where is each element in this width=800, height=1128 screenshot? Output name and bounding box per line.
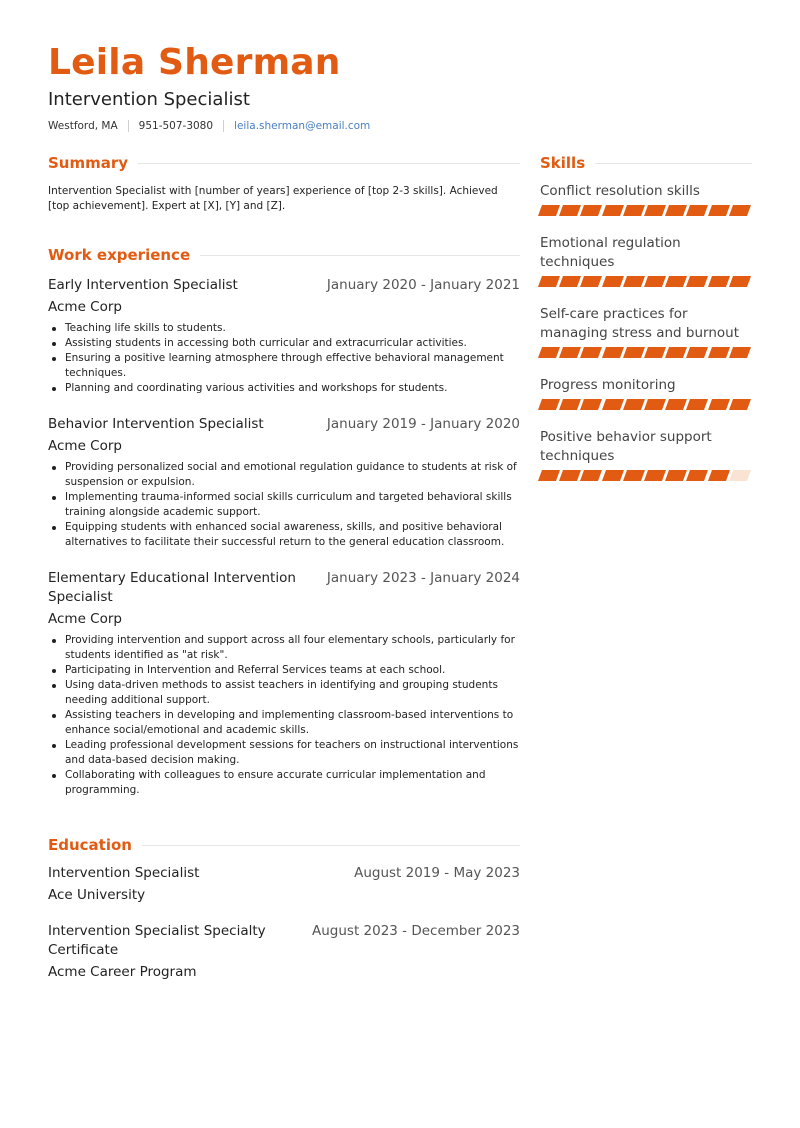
- skill-segment-filled: [538, 347, 560, 358]
- skill-name: Emotional regulation techniques: [540, 235, 681, 270]
- skill-segment-filled: [708, 347, 730, 358]
- email-link[interactable]: leila.sherman@email.com: [234, 120, 371, 132]
- skill-segment-filled: [559, 276, 581, 287]
- education-school: Acme Career Program: [48, 964, 197, 980]
- skill-segment-filled: [623, 470, 645, 481]
- work-heading: [48, 244, 520, 266]
- education-section: [48, 834, 520, 982]
- section-rule: [142, 845, 520, 846]
- skill-segment-filled: [644, 205, 666, 216]
- education-title: Education: [48, 836, 132, 854]
- skill-segment-filled: [729, 399, 751, 410]
- skill-segment-filled: [580, 205, 602, 216]
- skill-segment-filled: [644, 399, 666, 410]
- skill-segment-filled: [708, 205, 730, 216]
- contact-line: [48, 118, 370, 134]
- job-company: Acme Corp: [48, 438, 122, 454]
- skill-segment-filled: [644, 470, 666, 481]
- skill-segment-filled: [644, 276, 666, 287]
- skill-segment-filled: [538, 470, 560, 481]
- skill-segment-filled: [602, 205, 624, 216]
- skill-segment-filled: [623, 399, 645, 410]
- skill-item: [540, 305, 752, 358]
- skill-level-bar: [540, 470, 752, 481]
- skill-segment-filled: [580, 470, 602, 481]
- skill-level-bar: [540, 347, 752, 358]
- job-bullet: Teaching life skills to students.: [48, 321, 520, 336]
- main-column: [48, 152, 520, 982]
- job-title: Early Intervention Specialist: [48, 277, 238, 293]
- job-dates: January 2019 - January 2020: [326, 416, 520, 432]
- job-dates: January 2020 - January 2021: [326, 277, 520, 293]
- skill-level-bar: [540, 276, 752, 287]
- job-bullet: Assisting teachers in developing and implementing classroom-based interventions to enhance social/emotional and academic skills.: [48, 708, 520, 738]
- skill-segment-filled: [665, 205, 687, 216]
- job-bullet: Implementing trauma-informed social skills curriculum and targeted behavioral skills training alongside academic support.: [48, 490, 520, 520]
- education-dates: August 2023 - December 2023: [312, 923, 520, 939]
- job-bullet: Planning and coordinating various activities and workshops for students.: [48, 381, 520, 396]
- skill-segment-filled: [580, 399, 602, 410]
- summary-heading: [48, 152, 520, 174]
- job-bullet: Collaborating with colleagues to ensure accurate curricular implementation and programming.: [48, 768, 520, 798]
- job-bullets: [48, 460, 520, 550]
- work-title: Work experience: [48, 246, 191, 264]
- job-bullets: [48, 633, 520, 798]
- skill-name: Progress monitoring: [540, 377, 676, 393]
- skill-segment-filled: [708, 276, 730, 287]
- skill-segment-filled: [538, 205, 560, 216]
- skill-segment-filled: [559, 205, 581, 216]
- skill-item: [540, 234, 752, 287]
- candidate-name: Leila Sherman: [48, 42, 341, 83]
- skill-item: [540, 428, 752, 481]
- skill-segment-filled: [559, 399, 581, 410]
- skill-segment-filled: [729, 276, 751, 287]
- skill-name: Self-care practices for managing stress and burnout: [540, 306, 740, 341]
- summary-title: Summary: [48, 154, 129, 172]
- skill-segment-filled: [729, 205, 751, 216]
- skill-level-bar: [540, 399, 752, 410]
- job-bullet: Ensuring a positive learning atmosphere through effective behavioral management techniques.: [48, 351, 520, 381]
- job-bullet: Providing personalized social and emotional regulation guidance to students at risk of suspension or expulsion.: [48, 460, 520, 490]
- job-bullet: Assisting students in accessing both curricular and extracurricular activities.: [48, 336, 520, 351]
- education-degree: Intervention Specialist: [48, 865, 200, 881]
- section-rule: [200, 255, 520, 256]
- skill-segment-filled: [665, 470, 687, 481]
- skill-item: [540, 376, 752, 410]
- skill-segment-filled: [665, 347, 687, 358]
- job-bullet: Equipping students with enhanced social awareness, skills, and positive behavioral alternatives to facilitate their successful return to the general education classroom.: [48, 520, 520, 550]
- skill-segment-filled: [538, 399, 560, 410]
- education-entry: [48, 864, 520, 905]
- education-school: Ace University: [48, 887, 146, 903]
- section-rule: [138, 163, 520, 164]
- job-bullet: Leading professional development sessions for teachers on instructional interventions and data-based decision making.: [48, 738, 520, 768]
- skill-segment-filled: [538, 276, 560, 287]
- skill-segment-filled: [623, 205, 645, 216]
- summary-text: Intervention Specialist with [number of years] experience of [top 2-3 skills]. Achieved [top achievement]. Expert at [X], [Y] and [Z].: [48, 185, 498, 212]
- skill-segment-filled: [686, 347, 708, 358]
- sidebar-column: [540, 152, 752, 481]
- skill-segment-filled: [686, 205, 708, 216]
- skill-name: Positive behavior support techniques: [540, 429, 712, 464]
- section-rule: [595, 163, 752, 164]
- skill-segment-filled: [602, 399, 624, 410]
- contact-divider: [223, 120, 224, 132]
- job-entry: [48, 276, 520, 396]
- skill-segment-filled: [623, 276, 645, 287]
- skill-segment-filled: [623, 347, 645, 358]
- skill-segment-filled: [686, 276, 708, 287]
- education-degree: Intervention Specialist Specialty Certificate: [48, 923, 266, 958]
- summary-section: [48, 152, 520, 214]
- job-entry: [48, 569, 520, 798]
- skill-segment-filled: [602, 470, 624, 481]
- skill-segment-filled: [708, 399, 730, 410]
- skill-name: Conflict resolution skills: [540, 183, 700, 199]
- phone: 951-507-3080: [138, 120, 214, 132]
- job-dates: January 2023 - January 2024: [326, 570, 520, 586]
- skill-segment-filled: [602, 276, 624, 287]
- skill-segment-filled: [580, 347, 602, 358]
- skill-segment-filled: [559, 470, 581, 481]
- job-bullet: Using data-driven methods to assist teachers in identifying and grouping students needing additional support.: [48, 678, 520, 708]
- skill-segment-filled: [665, 276, 687, 287]
- job-bullet: Providing intervention and support across all four elementary schools, particularly for students identified as "at risk".: [48, 633, 520, 663]
- skill-segment-filled: [559, 347, 581, 358]
- job-bullets: [48, 321, 520, 396]
- skills-heading: [540, 152, 752, 174]
- skill-item: [540, 182, 752, 216]
- skill-segment-filled: [644, 347, 666, 358]
- candidate-role: Intervention Specialist: [48, 89, 250, 110]
- job-entry: [48, 415, 520, 550]
- job-company: Acme Corp: [48, 299, 122, 315]
- skill-segment-filled: [580, 276, 602, 287]
- skill-segment-filled: [729, 347, 751, 358]
- education-dates: August 2019 - May 2023: [354, 865, 520, 881]
- job-title: Elementary Educational Intervention Specialist: [48, 570, 296, 605]
- skill-level-bar: [540, 205, 752, 216]
- skills-title: Skills: [540, 154, 586, 172]
- location: Westford, MA: [48, 120, 118, 132]
- skill-segment-filled: [708, 470, 730, 481]
- skill-segment-filled: [602, 347, 624, 358]
- skill-segment-filled: [686, 470, 708, 481]
- skill-segment-filled: [686, 399, 708, 410]
- education-entry: [48, 922, 520, 982]
- work-section: [48, 244, 520, 798]
- education-heading: [48, 834, 520, 856]
- job-title: Behavior Intervention Specialist: [48, 416, 264, 432]
- skill-segment-empty: [729, 470, 751, 481]
- job-bullet: Participating in Intervention and Referral Services teams at each school.: [48, 663, 520, 678]
- skill-segment-filled: [665, 399, 687, 410]
- job-company: Acme Corp: [48, 611, 122, 627]
- contact-divider: [128, 120, 129, 132]
